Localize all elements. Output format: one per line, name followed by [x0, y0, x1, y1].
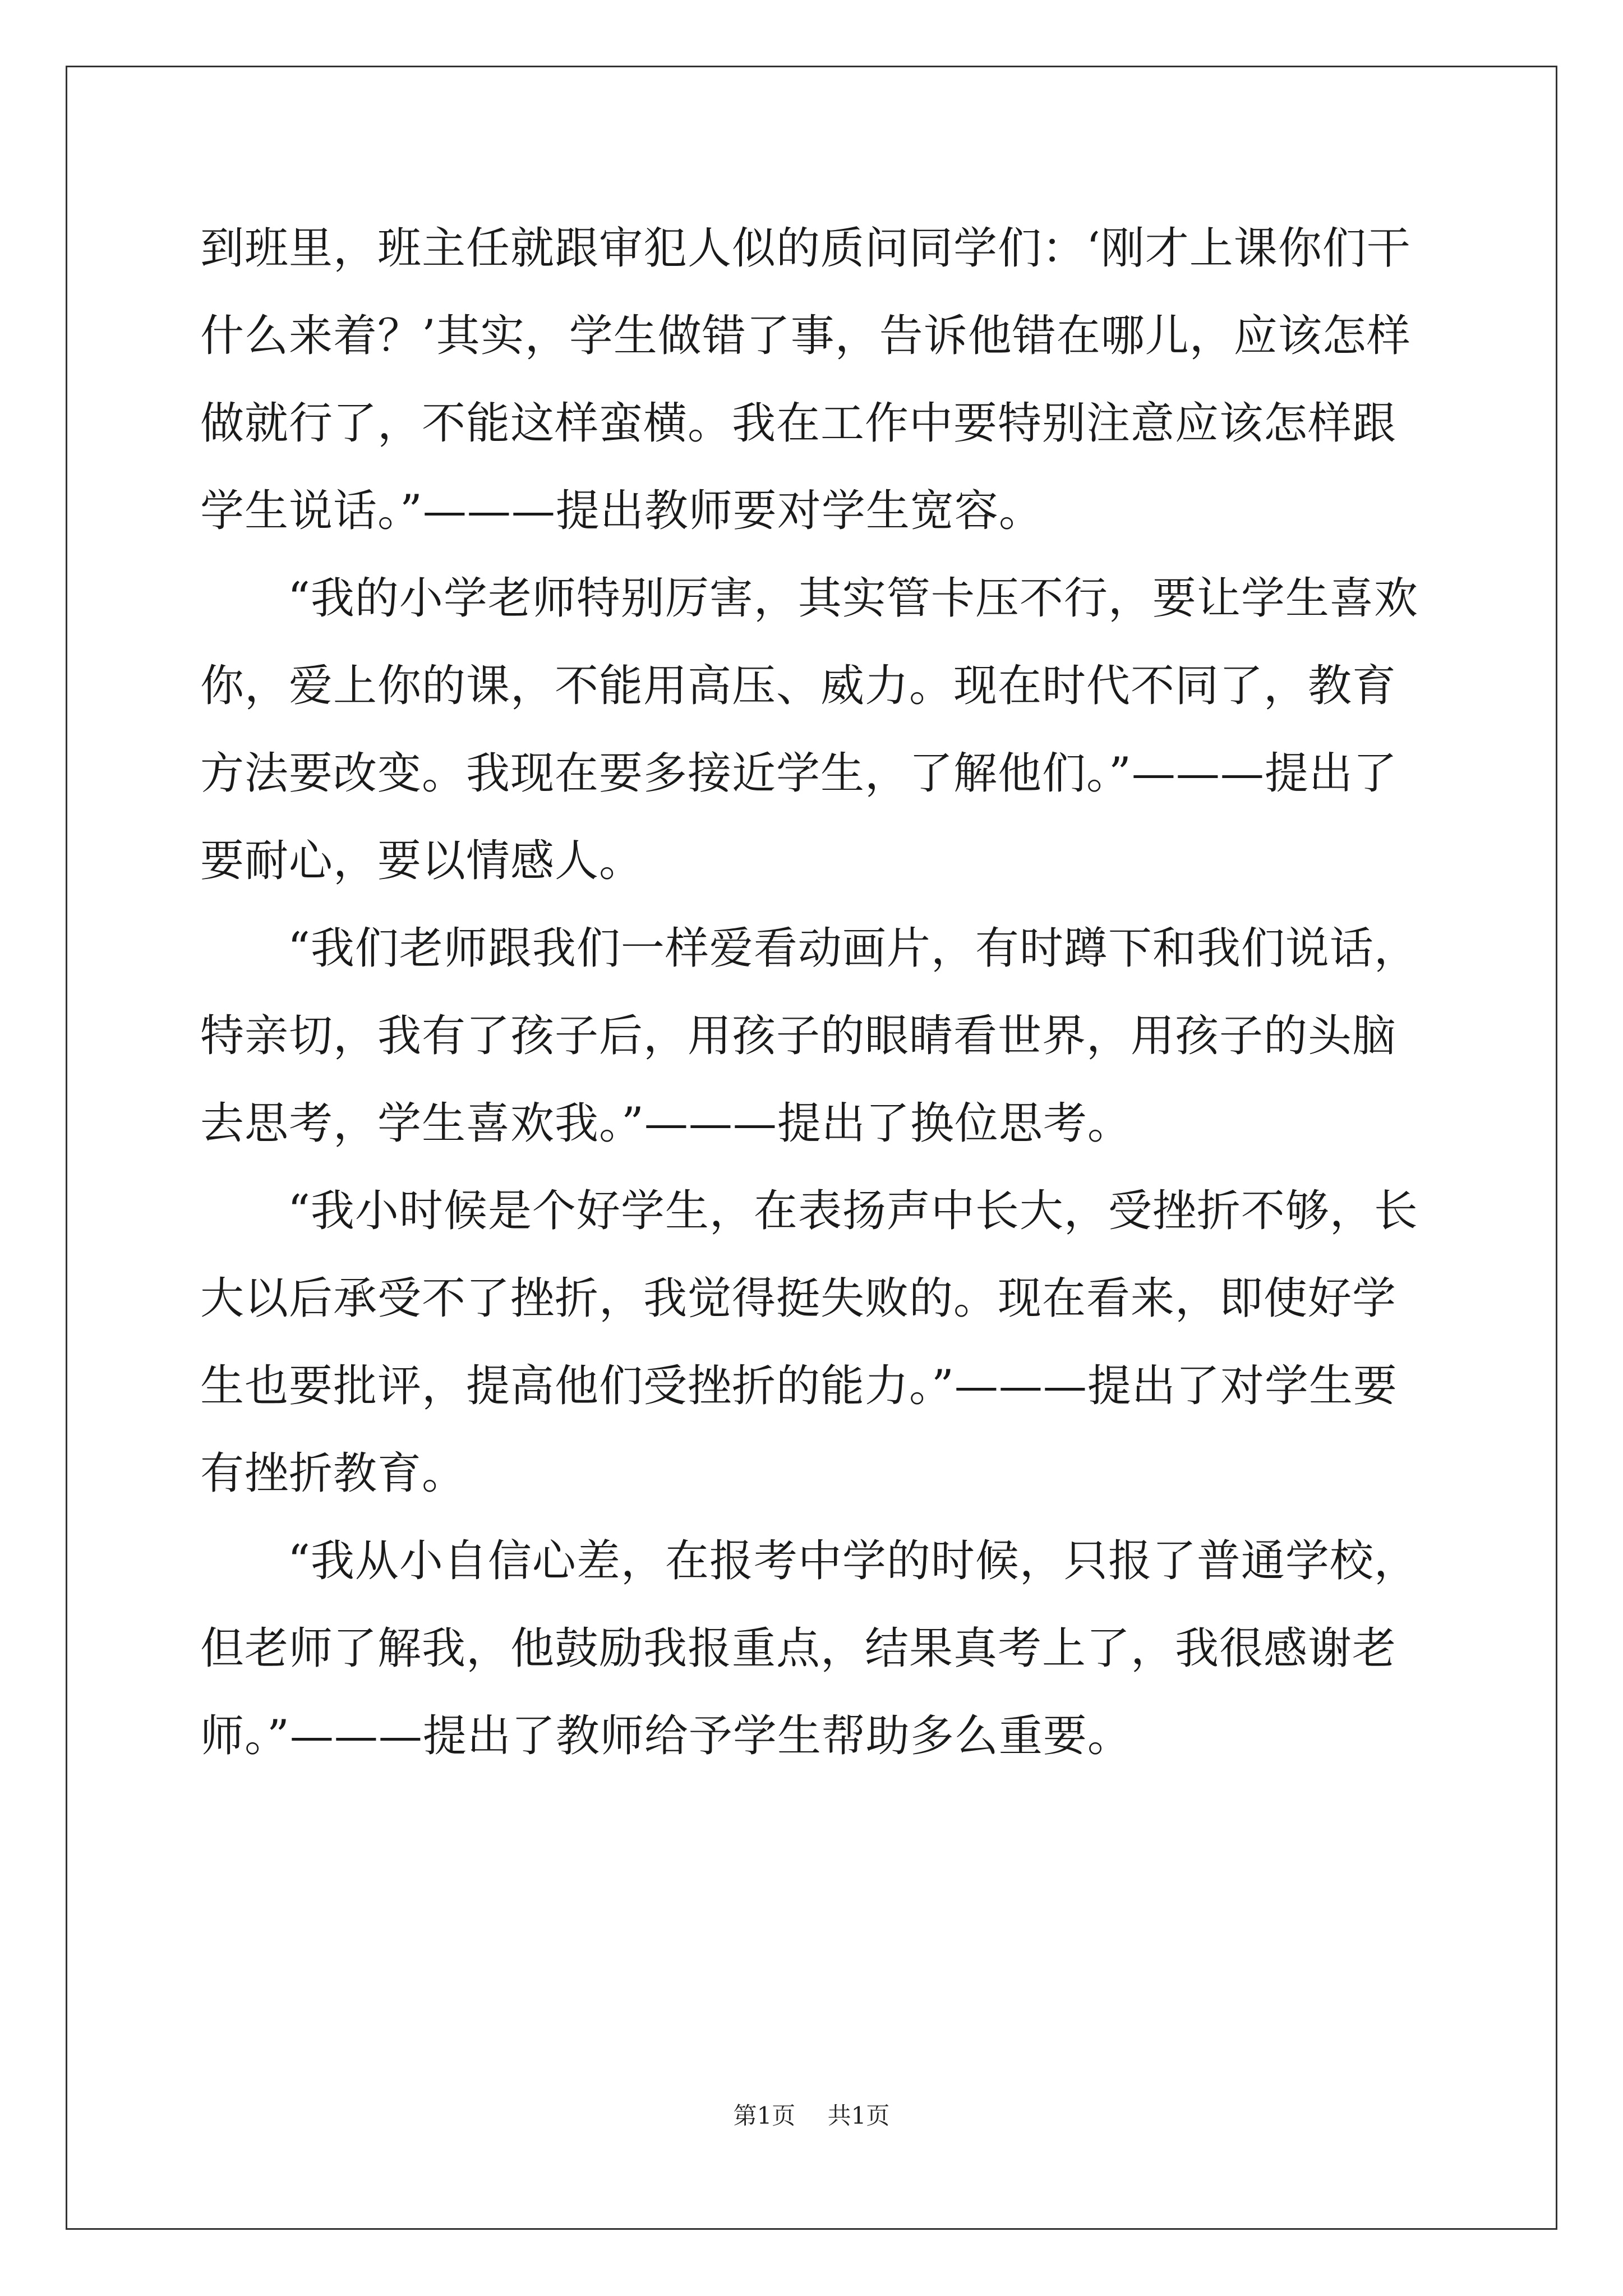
paragraph: 到班里，班主任就跟审犯人似的质问同学们：‘刚才上课你们干什么来着？’其实，学生做错了事，告诉他错在哪儿，应该怎样做就行了，不能这样蛮横。我在工作中要特别注意应该怎样跟学生说话。”———提出教师要对学生宽容。 — [200, 223, 1411, 536]
document-body — [200, 205, 1428, 2056]
paragraph: “我从小自信心差，在报考中学的时候，只报了普通学校，但老师了解我，他鼓励我报重点，结果真考上了，我很感谢老师。”———提出了教师给予学生帮助多么重要。 — [200, 1536, 1418, 1761]
paragraph: “我小时候是个好学生，在表扬声中长大，受挫折不够，长大以后承受不了挫折，我觉得挺失败的。现在看来，即使好学生也要批评，提高他们受挫折的能力。”———提出了对学生要有挫折教育。 — [200, 1186, 1418, 1499]
page-footer — [0, 2099, 1623, 2133]
page-total: 共1页 — [827, 2102, 890, 2129]
page-number: 第1页 — [733, 2102, 796, 2129]
paragraph: “我们老师跟我们一样爱看动画片，有时蹲下和我们说话，特亲切，我有了孩子后，用孩子的眼睛看世界，用孩子的头脑去思考，学生喜欢我。”———提出了换位思考。 — [200, 923, 1418, 1149]
paragraph: “我的小学老师特别厉害，其实管卡压不行，要让学生喜欢你，爱上你的课，不能用高压、威力。现在时代不同了，教育方法要改变。我现在要多接近学生，了解他们。”———提出了要耐心，要以情感人。 — [200, 573, 1418, 886]
